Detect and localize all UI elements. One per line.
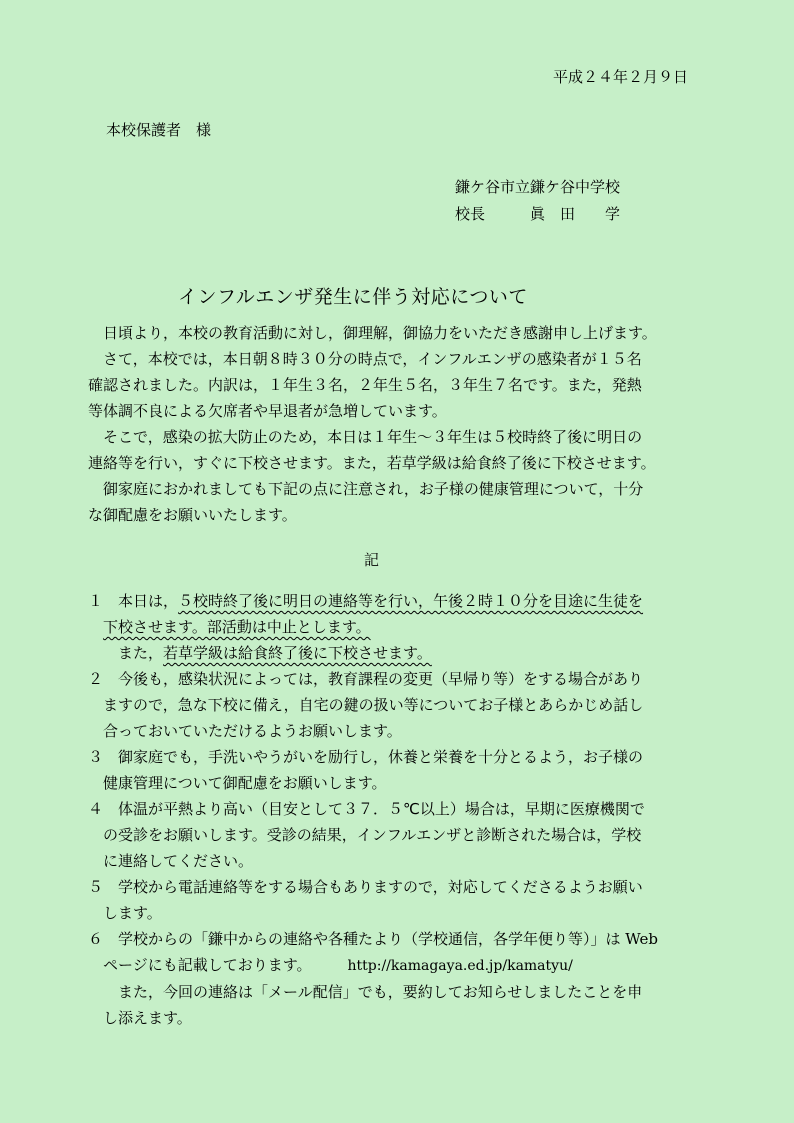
- list-item-4-line: の受診をお願いします。受診の結果，インフルエンザと診断された場合は，学校: [88, 826, 642, 844]
- list-item-3-line: ３ 御家庭でも，手洗いやうがいを励行し，休養と栄養を十分とるよう，お子様の: [88, 748, 644, 766]
- body-line: 日頃より，本校の教育活動に対し，御理解，御協力をいただき感謝申し上げます。: [88, 324, 657, 342]
- body-line: 連絡等を行い，すぐに下校させます。また，若草学級は給食終了後に下校させます。: [88, 454, 656, 472]
- list-item-2-line: 合っておいていただけるようお願いします。: [88, 722, 402, 740]
- addressee: 本校保護者 様: [106, 121, 212, 139]
- list-item-2-line: ますので，急な下校に備え，自宅の鍵の扱い等についてお子様とあらかじめ話し: [88, 696, 644, 714]
- item-1-also: また，: [88, 644, 164, 662]
- body-line: 確認されました。内訳は，１年生３名，２年生５名，３年生７名です。また，発熱: [88, 376, 642, 394]
- list-item-5-line: ５ 学校から電話連絡等をする場合もありますので，対応してくださるようお願い: [88, 878, 643, 896]
- list-item-6-line: また，今回の連絡は「メール配信」でも，要約してお知らせしましたことを申: [88, 983, 643, 1001]
- list-item-5-line: します。: [88, 904, 162, 922]
- sender-school: 鎌ケ谷市立鎌ケ谷中学校: [455, 178, 621, 196]
- list-item-6-line: [88, 952, 658, 979]
- document-title: インフルエンザ発生に伴う対応について: [178, 286, 528, 308]
- list-item-1-line: [88, 614, 658, 640]
- item-1-emphasis: 若草学級は給食終了後に下校させます。: [163, 644, 432, 662]
- list-item-2-line: ２ 今後も，感染状況によっては，教育課程の変更（早帰り等）をする場合があり: [88, 670, 644, 688]
- item-1-prefix: １ 本日は，: [88, 592, 179, 610]
- notice-list: [88, 588, 658, 1031]
- item-1-emphasis: 下校させます。部活動は中止とします。: [103, 618, 371, 636]
- list-item-6-line: [88, 926, 658, 952]
- date: 平成２４年２月９日: [552, 68, 688, 86]
- body-line: 御家庭におかれましても下記の点に注意され，お子様の健康管理について，十分: [88, 480, 644, 498]
- body-text: [88, 320, 657, 528]
- list-item-4-line: ４ 体温が平熱より高い（目安として３７．５℃以上）場合は，早期に医療機関で: [88, 800, 645, 818]
- website-link[interactable]: http://kamagaya.ed.jp/kamatyu/: [347, 958, 573, 974]
- list-item-1-line: [88, 588, 658, 614]
- list-item-1-line: [88, 640, 658, 666]
- body-line: さて，本校では，本日朝８時３０分の時点で，インフルエンザの感染者が１５名: [88, 350, 642, 368]
- list-item-4-line: に連絡してください。: [88, 852, 254, 870]
- item-1-emphasis: ５校時終了後に明日の連絡等を行い，午後２時１０分を目途に生徒を: [178, 592, 644, 610]
- web-label: Web: [625, 930, 658, 948]
- list-item-6-line: し添えます。: [88, 1009, 192, 1027]
- item-6-text: ページにも記載しております。: [88, 956, 312, 974]
- list-item-3-line: 健康管理について御配慮をお願いします。: [88, 774, 387, 792]
- body-line: そこで，感染の拡大防止のため，本日は１年生～３年生は５校時終了後に明日の: [88, 428, 643, 446]
- sender-principal: 校長 眞 田 学: [455, 205, 621, 223]
- item-6-text: ６ 学校からの「鎌中からの連絡や各種たより（学校通信，各学年便り等）」は: [88, 930, 621, 948]
- ki-heading: 記: [364, 551, 380, 569]
- body-line: な御配慮をお願いいたします。: [88, 506, 297, 524]
- body-line: 等体調不良による欠席者や早退者が急増しています。: [88, 402, 447, 420]
- sender-block: [455, 174, 620, 228]
